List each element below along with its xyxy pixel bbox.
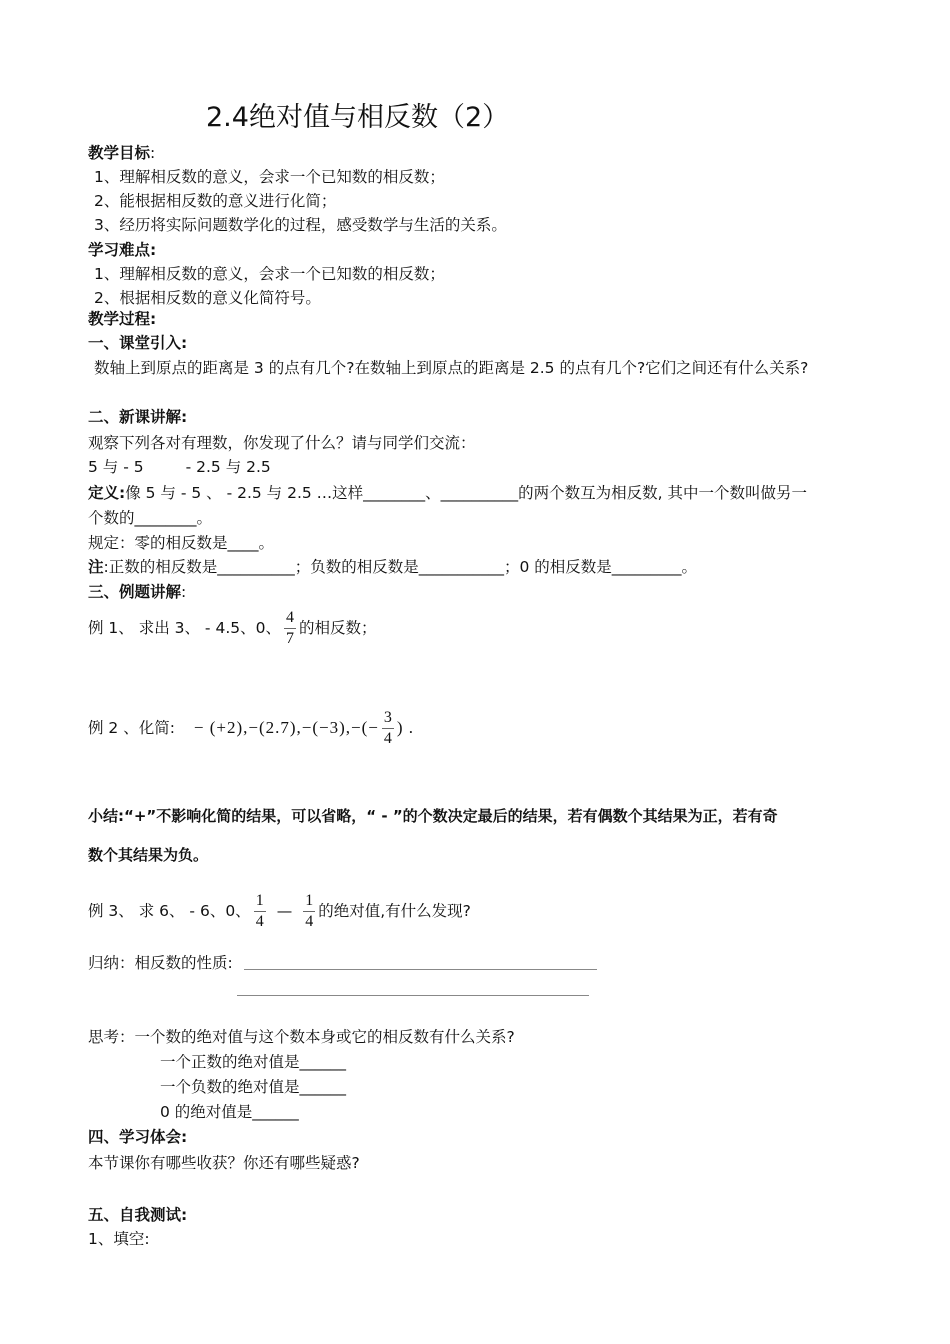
think-line-3: 0 的绝对值是______ — [160, 1103, 299, 1121]
summary-line-1: 小结:“+”不影响化简的结果，可以省略，“ - ”的个数决定最后的结果，若有偶数个其结果为正，若有奇 — [88, 807, 778, 825]
example-1-suffix: 的相反数； — [298, 619, 377, 637]
fraction-numerator: 1 — [254, 891, 266, 912]
summary-line-2: 数个其结果为负。 — [88, 846, 209, 864]
examples-heading: 三、例题讲解 — [88, 583, 182, 601]
goals-heading: 教学目标 — [88, 144, 151, 162]
fraction-3-4 — [382, 708, 394, 749]
example-2-prefix: 例 2 、化简: — [88, 719, 175, 737]
pair-2: - 2.5 与 2.5 — [185, 458, 271, 476]
induction-label: 归纳：相反数的性质: — [88, 954, 233, 972]
induction-answer-line-1 — [244, 969, 597, 970]
example-3-suffix: 的绝对值,有什么发现? — [318, 902, 471, 920]
fraction-1-4 — [254, 891, 266, 932]
definition-line — [88, 483, 807, 503]
example-1 — [88, 606, 376, 650]
experience-heading: 四、学习体会: — [88, 1128, 188, 1146]
induction-answer-line-2 — [237, 995, 589, 996]
examples-heading-colon: : — [181, 583, 187, 601]
goal-item-1: 1、理解相反数的意义，会求一个已知数的相反数； — [94, 168, 445, 186]
note-text: :正数的相反数是__________；负数的相反数是___________；0 的相反数是_________。 — [103, 558, 698, 576]
think-prompt: 思考：一个数的绝对值与这个数本身或它的相反数有什么关系? — [88, 1028, 515, 1046]
examples-heading-line — [88, 582, 186, 602]
test-heading: 五、自我测试: — [88, 1206, 188, 1224]
observe-text: 观察下列各对有理数，你发现了什么？请与同学们交流： — [88, 434, 476, 452]
fraction-denominator: 4 — [255, 913, 264, 930]
example-2-expression: − (+2),−(2.7),−(−3),−(− — [193, 718, 379, 737]
fraction-4-7 — [284, 608, 296, 649]
fraction-denominator: 7 — [285, 630, 294, 647]
note-label: 注 — [88, 558, 104, 576]
intro-heading: 一、课堂引入: — [88, 334, 188, 352]
fraction-numerator: 3 — [382, 708, 394, 729]
test-item-1: 1、填空: — [88, 1230, 150, 1248]
goal-item-2: 2、能根据相反数的意义进行化简； — [94, 192, 337, 210]
minus-dash: — — [276, 902, 293, 920]
intro-text: 数轴上到原点的距离是 3 的点有几个?在数轴上到原点的距离是 2.5 的点有几个?它们之间还有什么关系? — [94, 359, 809, 377]
page-title: 2.4绝对值与相反数（2） — [206, 102, 510, 133]
example-2 — [88, 706, 414, 750]
definition-text: 像 5 与 - 5 、 - 2.5 与 2.5 …这样________、__________的两个数互为相反数, 其中一个数叫做另一 — [125, 484, 808, 502]
think-line-1: 一个正数的绝对值是______ — [160, 1053, 347, 1071]
example-3 — [88, 889, 471, 933]
think-line-2: 一个负数的绝对值是______ — [160, 1078, 347, 1096]
definition-label: 定义: — [88, 484, 126, 502]
example-1-prefix: 例 1、 求出 3、 - 4.5、0、 — [88, 619, 281, 637]
example-3-prefix: 例 3、 求 6、 - 6、0、 — [88, 902, 251, 920]
difficulty-item-1: 1、理解相反数的意义，会求一个已知数的相反数； — [94, 265, 445, 283]
definition-text-2: 个数的________。 — [88, 509, 213, 527]
note-line — [88, 557, 697, 577]
example-2-end: ) . — [396, 718, 415, 737]
fraction-denominator: 4 — [305, 913, 314, 930]
fraction-denominator: 4 — [383, 730, 392, 747]
fraction-1-4 — [303, 891, 315, 932]
fraction-numerator: 4 — [284, 608, 296, 629]
difficulties-heading: 学习难点: — [88, 241, 157, 259]
goal-item-3: 3、经历将实际问题数学化的过程，感受数学与生活的关系。 — [94, 216, 507, 234]
process-heading: 教学过程: — [88, 310, 157, 328]
zero-rule: 规定：零的相反数是____。 — [88, 534, 275, 552]
number-pairs — [88, 457, 271, 477]
fraction-numerator: 1 — [303, 891, 315, 912]
difficulty-item-2: 2、根据相反数的意义化简符号。 — [94, 289, 321, 307]
lecture-heading: 二、新课讲解: — [88, 408, 188, 426]
experience-text: 本节课你有哪些收获？你还有哪些疑惑? — [88, 1154, 360, 1172]
goals-heading-line — [88, 143, 155, 163]
pair-1: 5 与 - 5 — [88, 458, 144, 476]
goals-heading-colon: : — [150, 144, 156, 162]
